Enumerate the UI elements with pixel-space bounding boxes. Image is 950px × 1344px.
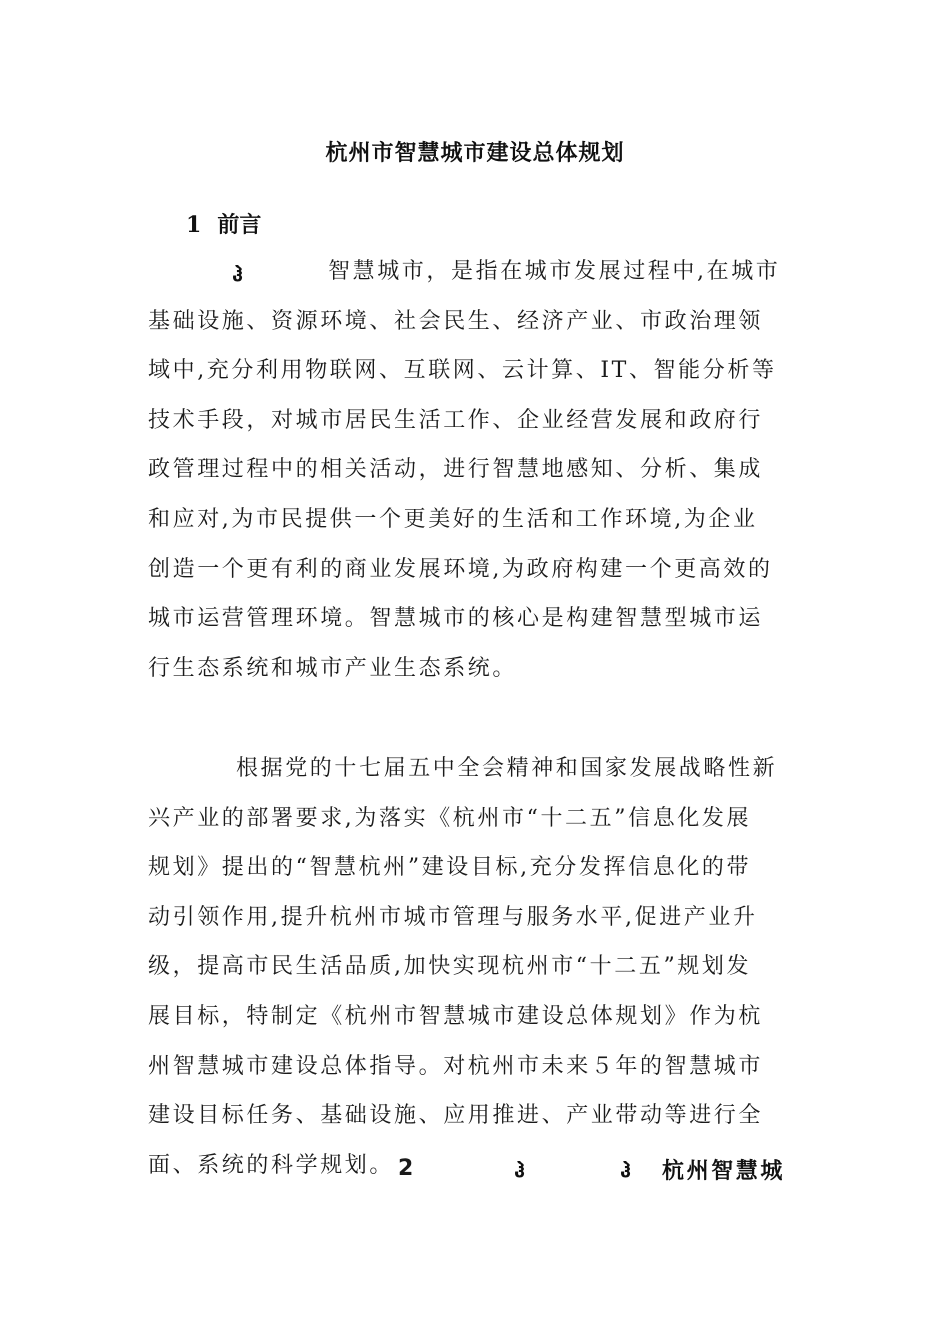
paragraph-intro	[148, 247, 808, 693]
section-title: 前言	[217, 212, 262, 238]
paragraph-line: 智慧城市，是指在城市发展过程中,在城市	[328, 259, 781, 284]
next-section-number: 2	[398, 1156, 414, 1181]
bullet-glyph-icon: ჰ	[232, 262, 244, 286]
paragraph-line: 规划》提出的“智慧杭州”建设目标,充分发挥信息化的带	[148, 855, 752, 881]
paragraph-line: 展目标，特制定《杭州市智慧城市建设总体规划》作为杭	[148, 1003, 764, 1029]
paragraph-line: 技术手段，对城市居民生活工作、企业经营发展和政府行	[148, 407, 764, 433]
paragraph-line: 动引领作用,提升杭州市城市管理与服务水平,促进产业升	[148, 904, 758, 930]
bullet-glyph-icon: ჰ	[514, 1158, 526, 1182]
paragraph-line: 行生态系统和城市产业生态系统。	[148, 655, 518, 681]
paragraph-line: 根据党的十七届五中全会精神和国家发展战略性新	[236, 756, 778, 781]
paragraph-line: 面、系统的科学规划。	[148, 1152, 395, 1178]
paragraph-line: 和应对,为市民提供一个更美好的生活和工作环境,为企业	[148, 506, 758, 532]
paragraph-line: 州智慧城市建设总体指导。对杭州市未来５年的智慧城市	[148, 1053, 764, 1079]
document-title: 杭州市智慧城市建设总体规划	[325, 140, 625, 166]
bullet-glyph-icon: ჰ	[620, 1158, 632, 1182]
section-number: 1	[186, 212, 202, 238]
paragraph-line: 兴产业的部署要求,为落实《杭州市“十二五”信息化发展	[148, 805, 752, 831]
paragraph-line: 城市运营管理环境。智慧城市的核心是构建智慧型城市运	[148, 606, 764, 632]
section-heading	[186, 208, 261, 239]
paragraph-line: 创造一个更有利的商业发展环境,为政府构建一个更高效的	[148, 556, 773, 582]
paragraph-line: 建设目标任务、基础设施、应用推进、产业带动等进行全	[148, 1103, 764, 1129]
paragraph-line: 域中,充分利用物联网、互联网、云计算、IT、智能分析等	[148, 358, 777, 384]
paragraph-line: 政管理过程中的相关活动，进行智慧地感知、分析、集成	[148, 457, 764, 483]
paragraph-line: 基础设施、资源环境、社会民生、经济产业、市政治理领	[148, 308, 764, 334]
paragraph-background	[148, 744, 808, 1190]
next-section-title-fragment: 杭州智慧城	[662, 1158, 786, 1184]
paragraph-line: 级，提高市民生活品质,加快实现杭州市“十二五”规划发	[148, 954, 752, 980]
